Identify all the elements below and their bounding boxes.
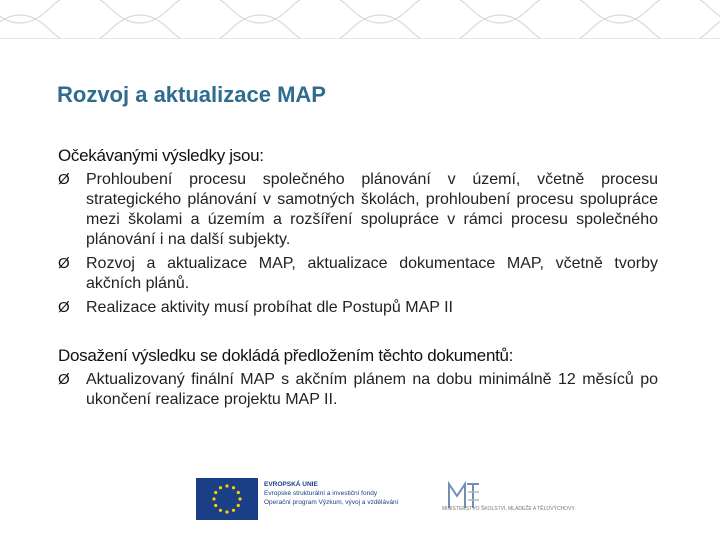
list-item [58, 254, 658, 294]
arrow-bullet-icon: Ø [58, 171, 70, 188]
footer-logos [196, 470, 575, 526]
list-item-text: Rozvoj a aktualizace MAP, aktualizace dokumentace MAP, včetně tvorby akčních plánů. [86, 255, 658, 292]
eu-funds-line: Evropské strukturální a investiční fondy [264, 490, 378, 497]
eu-program-line: Operační program Výzkum, vývoj a vzdělávání [264, 499, 399, 506]
page-title: Rozvoj a aktualizace MAP [57, 82, 326, 107]
documents-list [58, 370, 658, 410]
list-item-text: Realizace aktivity musí probíhat dle Postupů MAP II [86, 299, 453, 316]
arrow-bullet-icon: Ø [58, 299, 70, 316]
slide-content [58, 146, 658, 414]
section-heading-expected-results: Očekávanými výsledky jsou: [58, 146, 264, 165]
list-item [58, 170, 658, 250]
eu-title: EVROPSKÁ UNIE [264, 481, 318, 488]
arrow-bullet-icon: Ø [58, 371, 70, 388]
expected-results-list [58, 170, 658, 318]
decorative-header-pattern [0, 0, 720, 39]
list-item-text: Aktualizovaný finální MAP s akčním plánem na dobu minimálně 12 měsíců po ukončení realizace projektu MAP II. [86, 371, 658, 408]
eu-program-text [264, 480, 398, 507]
list-item [58, 370, 658, 410]
section-heading-documents: Dosažení výsledku se dokládá předložením těchto dokumentů: [58, 346, 514, 365]
arrow-bullet-icon: Ø [58, 255, 70, 272]
eu-flag-icon [196, 478, 258, 520]
ministry-text: MINISTERSTVO ŠKOLSTVÍ, MLÁDEŽE A TĚLOVÝCHOVY [442, 506, 575, 512]
list-item-text: Prohloubení procesu společného plánování v území, včetně procesu strategického plánování v samotných školách, prohloubení procesu spolupráce mezi školami a územím a rozšíření spolupráce v rámci procesu společného plánování i na další subjekty. [86, 171, 658, 248]
list-item [58, 298, 658, 318]
